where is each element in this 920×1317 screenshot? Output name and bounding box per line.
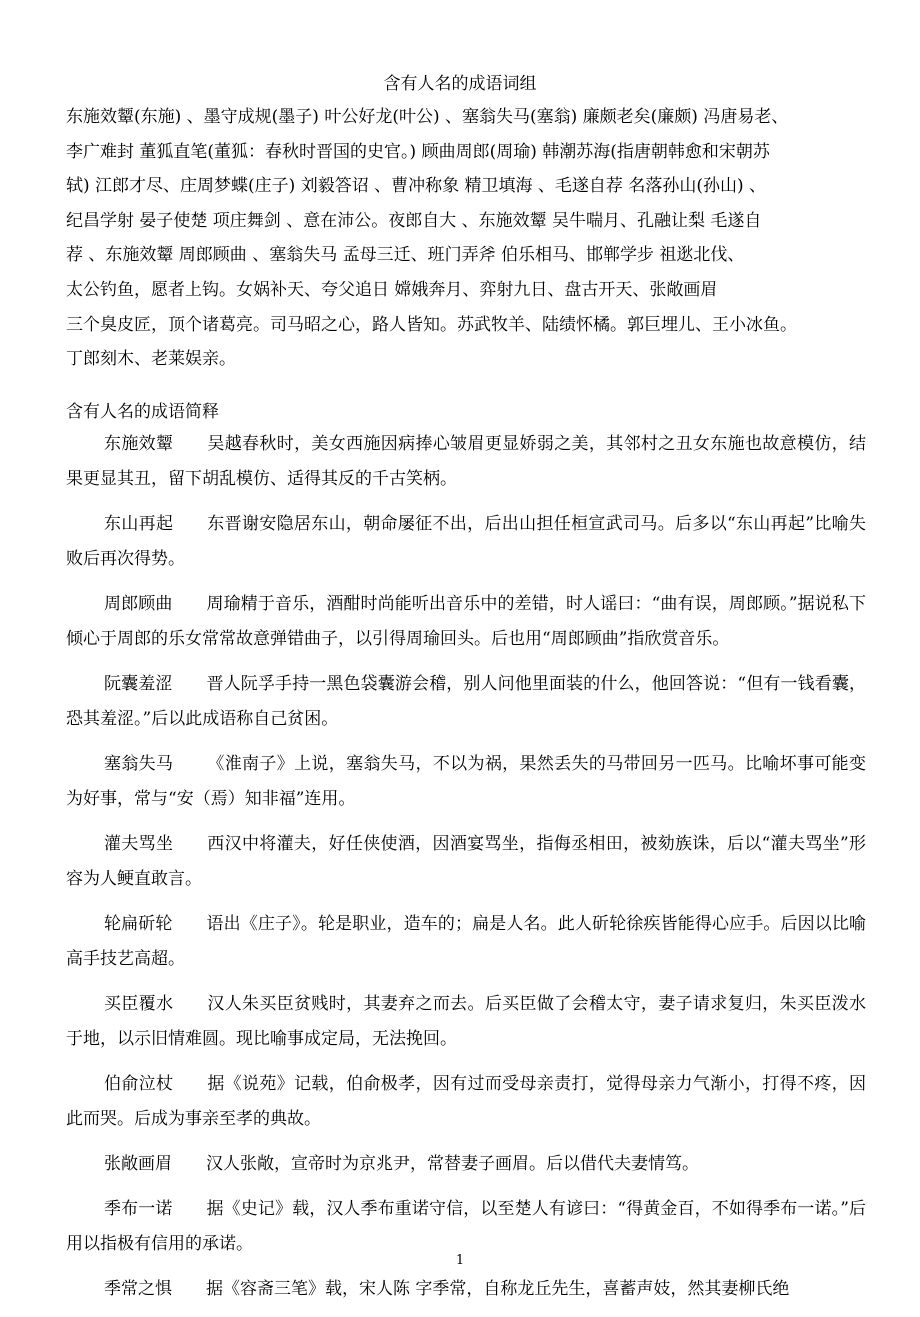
entry-term: 伯俞泣杖 [104, 1074, 174, 1094]
idiom-line: 李广难封 董狐直笔(董狐：春秋时晋国的史官。) 顾曲周郎(周瑜) 韩潮苏海(指唐朝韩愈和宋朝苏 [66, 141, 770, 162]
entry-paragraph [66, 587, 866, 657]
entry-term: 东施效颦 [104, 434, 174, 454]
entry-term: 东山再起 [104, 514, 174, 534]
idiom-line: 东施效颦(东施) 、墨守成规(墨子) 叶公好龙(叶公) 、塞翁失马(塞翁) 廉颇老矣(廉颇) 冯唐易老、 [66, 107, 789, 127]
entry-paragraph [66, 427, 866, 497]
entry-text: 汉人张敞，宣帝时为京兆尹，常替妻子画眉。后以借代夫妻情笃。 [206, 1154, 699, 1174]
entry-paragraph [66, 667, 866, 737]
entry-term: 买臣覆水 [104, 994, 174, 1014]
entry-term: 阮囊羞涩 [104, 674, 173, 694]
entry-text: 据《史记》载，汉人季布重诺守信，以至楚人有谚曰：“得黄金百，不如得季布一诺。”后用以指极有信用的承诺。 [66, 1199, 866, 1254]
entry-term: 张敞画眉 [104, 1154, 172, 1174]
entry-paragraph [66, 1192, 866, 1262]
entry-paragraph [66, 747, 866, 817]
entry-paragraph [66, 507, 866, 577]
entry-text: 语出《庄子》。轮是职业，造车的；扁是人名。此人斫轮徐疾皆能得心应手。后因以比喻高手技艺高超。 [66, 914, 867, 969]
page-number: 1 [455, 1253, 465, 1268]
section-title: 含有人名的成语简释 [66, 402, 219, 422]
entry-text: 周瑜精于音乐，酒酣时尚能听出音乐中的差错，时人谣曰：“曲有误，周郎顾。”据说私下倾心于周郎的乐女常常故意弹错曲子，以引得周瑜回头。后也用“周郎顾曲”指欣赏音乐。 [66, 594, 866, 649]
entry-term: 季布一诺 [104, 1199, 173, 1219]
entry-term: 轮扁斫轮 [104, 914, 173, 934]
idiom-line: 荐 、东施效颦 周郎顾曲 、塞翁失马 孟母三迁、班门弄斧 伯乐相马、邯郸学步 祖逖北伐、 [66, 245, 745, 266]
entry-text: 晋人阮孚手持一黑色袋囊游会稽，别人问他里面装的什么，他回答说：“但有一钱看囊，恐其羞涩。”后以此成语称自己贫困。 [66, 674, 866, 729]
idiom-line: 丁郎刻木、老莱娱亲。 [66, 349, 236, 370]
idiom-line: 纪昌学射 晏子使楚 项庄舞剑 、意在沛公。夜郎自大 、东施效颦 吴牛喘月、孔融让梨 毛遂自 [66, 210, 762, 231]
entry-paragraph [66, 1147, 866, 1182]
idiom-list [66, 100, 866, 377]
entry-text: 西汉中将灌夫，好任侠使酒，因酒宴骂坐，指侮丞相田，被劾族诛，后以“灌夫骂坐”形容为人鲠直敢言。 [66, 834, 866, 889]
idiom-line: 太公钓鱼，愿者上钩。女娲补天、夸父追日 嫦娥奔月、弈射九日、盘古开天、张敞画眉 [66, 279, 718, 300]
idiom-line: 三个臭皮匠，顶个诸葛亮。司马昭之心，路人皆知。苏武牧羊、陆绩怀橘。郭巨埋儿、王小冰鱼。 [66, 314, 797, 335]
entry-term: 灌夫骂坐 [104, 834, 174, 854]
entry-text: 据《容斋三笔》载，宋人陈 字季常，自称龙丘先生，喜蓄声妓，然其妻柳氏绝 [206, 1279, 790, 1299]
entry-text: 东晋谢安隐居东山，朝命屡征不出，后出山担任桓宣武司马。后多以“东山再起”比喻失败后再次得势。 [66, 514, 866, 569]
entry-term: 季常之惧 [104, 1279, 172, 1299]
document-title: 含有人名的成语词组 [383, 74, 537, 94]
entry-text: 据《说苑》记载，伯俞极孝，因有过而受母亲责打，觉得母亲力气渐小，打得不疼，因此而哭。后成为事亲至孝的典故。 [66, 1074, 867, 1129]
idiom-line: 轼) 江郎才尽、庄周梦蝶(庄子) 刘毅答诏 、曹冲称象 精卫填海 、毛遂自荐 名落孙山(孙山) 、 [66, 176, 766, 197]
entry-text: 吴越春秋时，美女西施因病捧心皱眉更显娇弱之美，其邻村之丑女东施也故意模仿，结果更显其丑，留下胡乱模仿、适得其反的千古笑柄。 [66, 434, 867, 489]
entry-text: 《淮南子》上说，塞翁失马，不以为祸，果然丢失的马带回另一匹马。比喻坏事可能变为好事，常与“安（焉）知非福”连用。 [66, 754, 867, 809]
entry-paragraph [66, 987, 866, 1057]
entry-paragraph [66, 827, 866, 897]
entry-term: 周郎顾曲 [104, 594, 173, 614]
entry-paragraph [66, 907, 866, 977]
entry-text: 汉人朱买臣贫贱时，其妻弃之而去。后买臣做了会稽太守，妻子请求复归，朱买臣泼水于地，以示旧情难圆。现比喻事成定局，无法挽回。 [66, 994, 867, 1049]
entry-term: 塞翁失马 [104, 754, 174, 774]
entry-paragraph [66, 1067, 866, 1137]
idiom-explanations [66, 427, 866, 1317]
